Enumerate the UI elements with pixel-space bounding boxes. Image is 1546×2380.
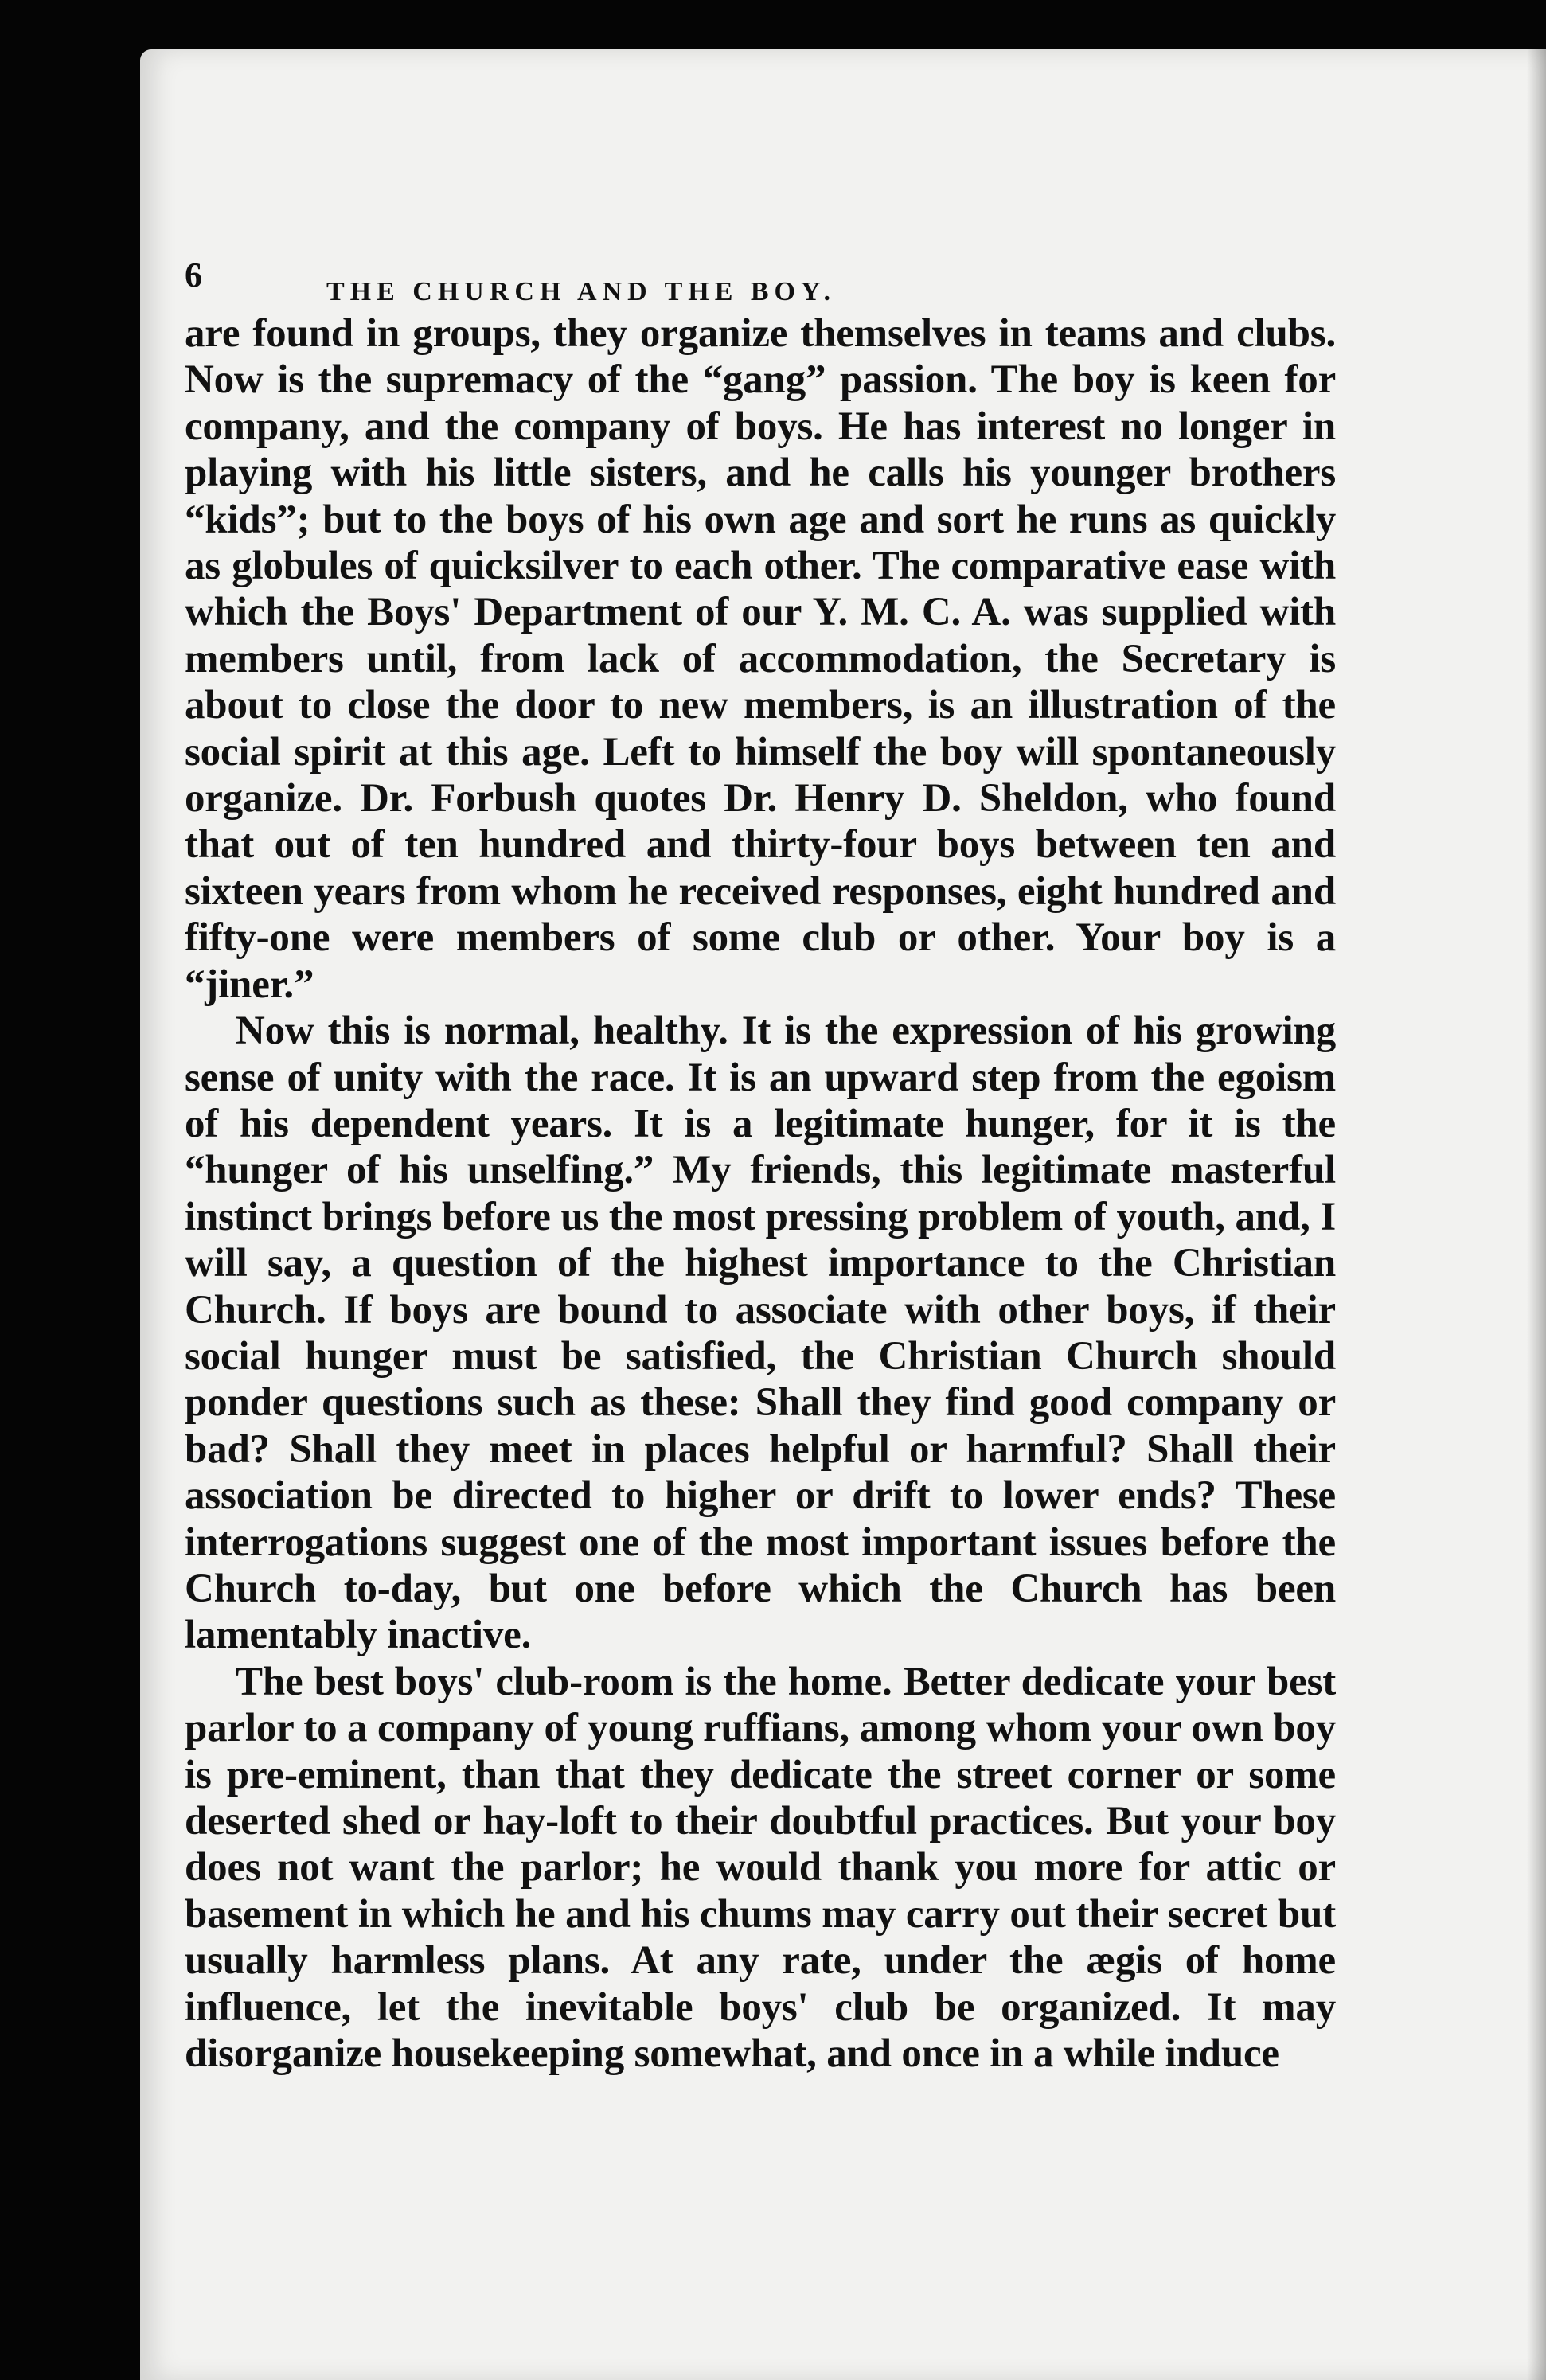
body-text <box>185 310 1336 2077</box>
page-number: 6 <box>185 256 202 295</box>
paragraph-club-room: The best boys' club-room is the home. Better dedicate your best parlor to a company of young ruffians, among whom your own boy is pre-eminent, than that they dedicate the street corner or some deserted shed or hay-loft to their doubtful practices. But your boy does not want the parlor; he would thank you more for attic or basement in which he and his chums may carry out their secret but usually harmless plans. At any rate, under the ægis of home influence, let the inevitable boys' club be organized. It may disorganize housekeeping somewhat, and once in a while induce <box>185 1659 1336 2077</box>
paragraph-normal-healthy: Now this is normal, healthy. It is the expression of his growing sense of unity with the race. It is an upward step from the egoism of his dependent years. It is a legitimate hunger, for it is the “hunger of his unselfing.” My friends, this legitimate masterful instinct brings before us the most pressing problem of youth, and, I will say, a question of the highest importance to the Christian Church. If boys are bound to associate with other boys, if their social hunger must be satisfied, the Christian Church should ponder questions such as these: Shall they find good company or bad? Shall they meet in places helpful or harmful? Shall their association be directed to higher or drift to lower ends? These interrogations suggest one of the most important issues before the Church to-day, but one before which the Church has been lamentably inactive. <box>185 1009 1336 1658</box>
page-edge-shadow <box>1527 49 1546 2380</box>
page-content <box>185 239 1336 2300</box>
paragraph-continued: are found in groups, they organize themselves in teams and clubs. Now is the supremacy of the “gang” passion. The boy is keen for company, and the company of boys. He has interest no longer in playing with his little sisters, and he calls his younger brothers “kids”; but to the boys of his own age and sort he runs as quickly as globules of quicksilver to each other. The comparative ease with which the Boys' Department of our Y. M. C. A. was supplied with members until, from lack of accommodation, the Secretary is about to close the door to new members, is an illustration of the social spirit at this age. Left to himself the boy will spontaneously organize. Dr. Forbush quotes Dr. Henry D. Sheldon, who found that out of ten hundred and thirty-four boys between ten and sixteen years from whom he received responses, eight hundred and fifty-one were members of some club or other. Your boy is a “jiner.” <box>185 311 1336 1007</box>
running-header <box>185 239 1336 306</box>
running-title: THE CHURCH AND THE BOY. <box>326 277 836 306</box>
